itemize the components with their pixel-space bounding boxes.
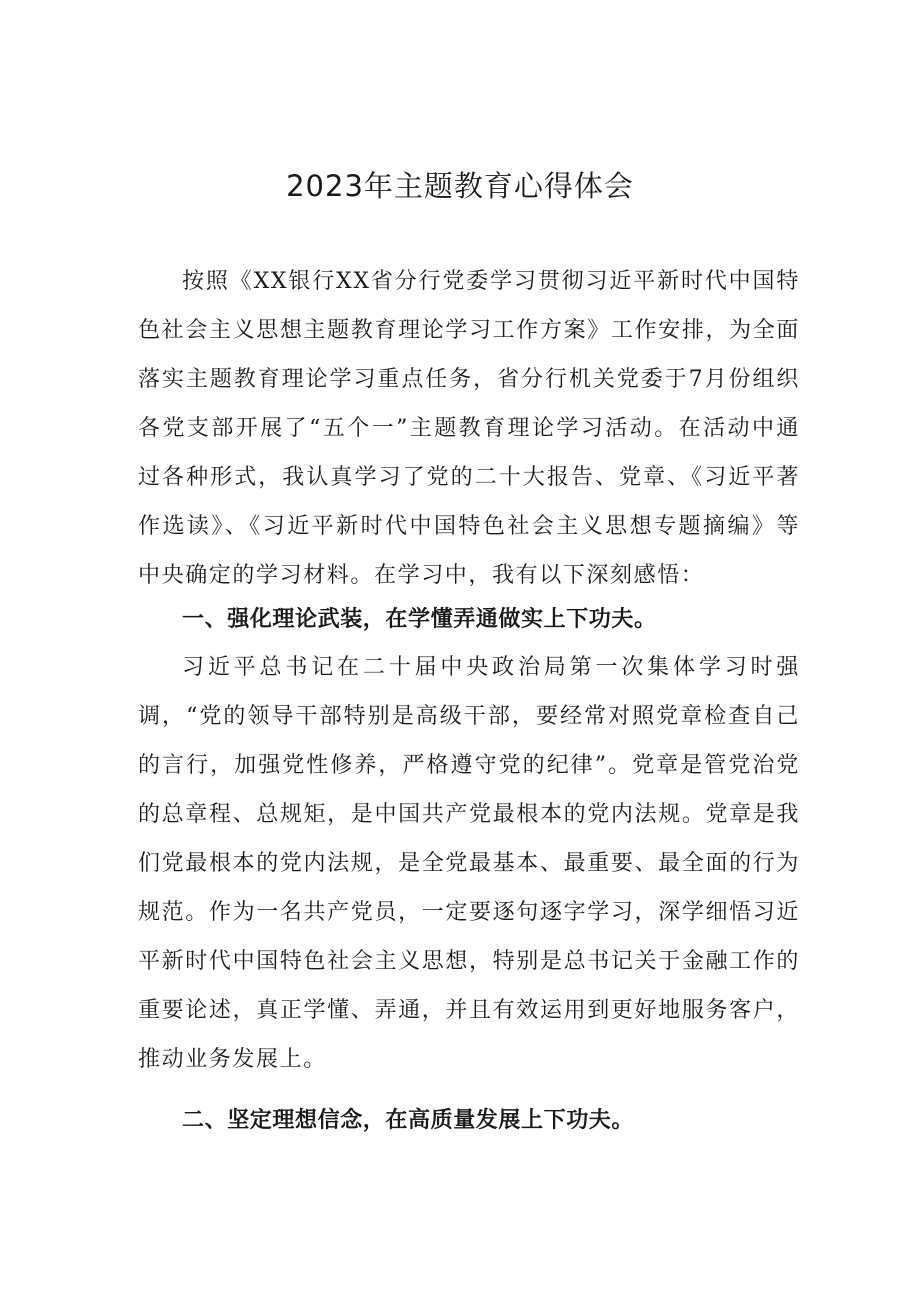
section-2-heading: 二、坚定理想信念，在高质量发展上下功夫。: [182, 1108, 635, 1133]
section-1-body-paragraph: 习近平总书记在二十届中央政治局第一次集体学习时强调，“党的领导干部特别是高级干部，要经常对照党章检查自己的言行，加强党性修养，严格遵守党的纪律”。党章是管党治党的总章程、总规矩，是中国共产党最根本的党内法规。党章是我们党最根本的党内法规，是全党最基本、最重要、最全面的行为规范。作为一名共产党员，一定要逐句逐字学习，深学细悟习近平新时代中国特色社会主义思想，特别是总书记关于金融工作的重要论述，真正学懂、弄通，并且有效运用到更好地服务客户，推动业务发展上。: [138, 655, 800, 1072]
document-title: 2023年主题教育心得体会: [286, 169, 634, 203]
intro-paragraph: 按照《XX银行XX省分行党委学习贯彻习近平新时代中国特色社会主义思想主题教育理论学习工作方案》工作安排，为全面落实主题教育理论学习重点任务，省分行机关党委于7月份组织各党支部开展了“五个一”主题教育理论学习活动。在活动中通过各种形式，我认真学习了党的二十大报告、党章、《习近平著作选读》、《习近平新时代中国特色社会主义思想专题摘编》等中央确定的学习材料。在学习中，我有以下深刻感悟：: [138, 269, 800, 588]
section-1-heading: 一、强化理论武装，在学懂弄通做实上下功夫。: [182, 607, 657, 632]
